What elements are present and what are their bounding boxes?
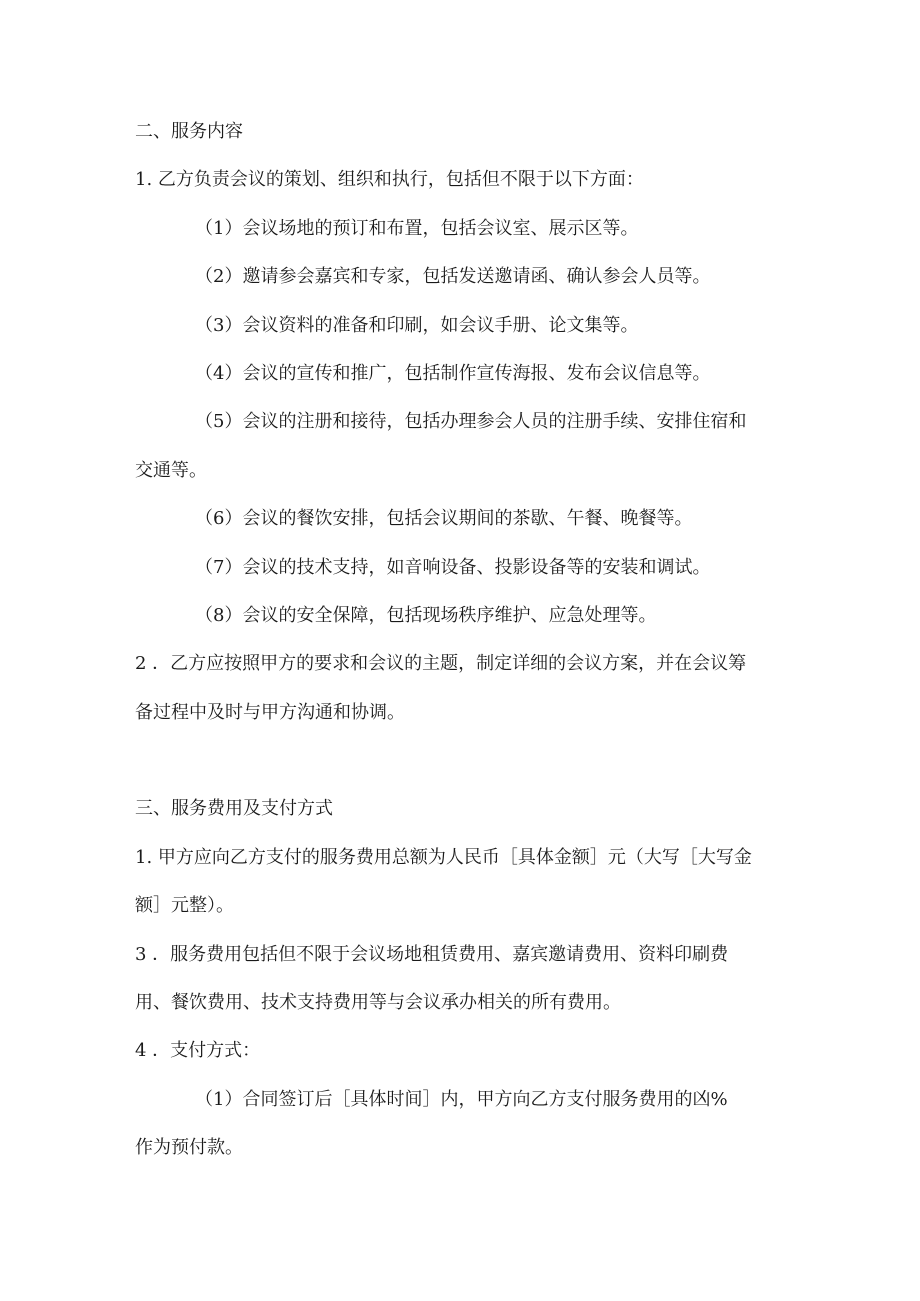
payment-item-1-line-2: 作为预付款。 bbox=[135, 1137, 243, 1158]
subitem-3: （3）会议资料的准备和印刷，如会议手册、论文集等。 bbox=[195, 315, 639, 336]
subitem-5: （5）会议的注册和接待，包括办理参会人员的注册手续、安排住宿和 bbox=[195, 411, 747, 432]
subitem-8: （8）会议的安全保障，包括现场秩序维护、应急处理等。 bbox=[195, 605, 657, 626]
section-heading-services: 二、服务内容 bbox=[135, 121, 243, 142]
fee-clause-3-line-1: 3 ．服务费用包括但不限于会议场地租赁费用、嘉宾邀请费用、资料印刷费 bbox=[135, 944, 729, 965]
subitem-5-continued: 交通等。 bbox=[135, 460, 207, 481]
fee-clause-4: 4 ．支付方式： bbox=[135, 1040, 261, 1061]
clause-1-intro: 1. 乙方负责会议的策划、组织和执行，包括但不限于以下方面： bbox=[135, 169, 644, 190]
subitem-6: （6）会议的餐饮安排，包括会议期间的茶歇、午餐、晚餐等。 bbox=[195, 508, 693, 529]
subitem-4: （4）会议的宣传和推广，包括制作宣传海报、发布会议信息等。 bbox=[195, 363, 711, 384]
fee-clause-3-line-2: 用、餐饮费用、技术支持费用等与会议承办相关的所有费用。 bbox=[135, 992, 621, 1013]
clause-2-line-2: 备过程中及时与甲方沟通和协调。 bbox=[135, 702, 405, 723]
subitem-1: （1）会议场地的预订和布置，包括会议室、展示区等。 bbox=[195, 218, 639, 239]
subitem-2: （2）邀请参会嘉宾和专家，包括发送邀请函、确认参会人员等。 bbox=[195, 266, 711, 287]
payment-item-1-line-1: （1）合同签订后［具体时间］内，甲方向乙方支付服务费用的凶% bbox=[195, 1089, 728, 1110]
clause-2-line-1: 2 ．乙方应按照甲方的要求和会议的主题，制定详细的会议方案，并在会议筹 bbox=[135, 653, 747, 674]
section-heading-fees: 三、服务费用及支付方式 bbox=[135, 798, 333, 819]
fee-clause-1-line-2: 额］元整）。 bbox=[135, 895, 234, 916]
subitem-7: （7）会议的技术支持，如音响设备、投影设备等的安装和调试。 bbox=[195, 557, 711, 578]
fee-clause-1-line-1: 1. 甲方应向乙方支付的服务费用总额为人民币［具体金额］元（大写［大写金 bbox=[135, 847, 752, 868]
